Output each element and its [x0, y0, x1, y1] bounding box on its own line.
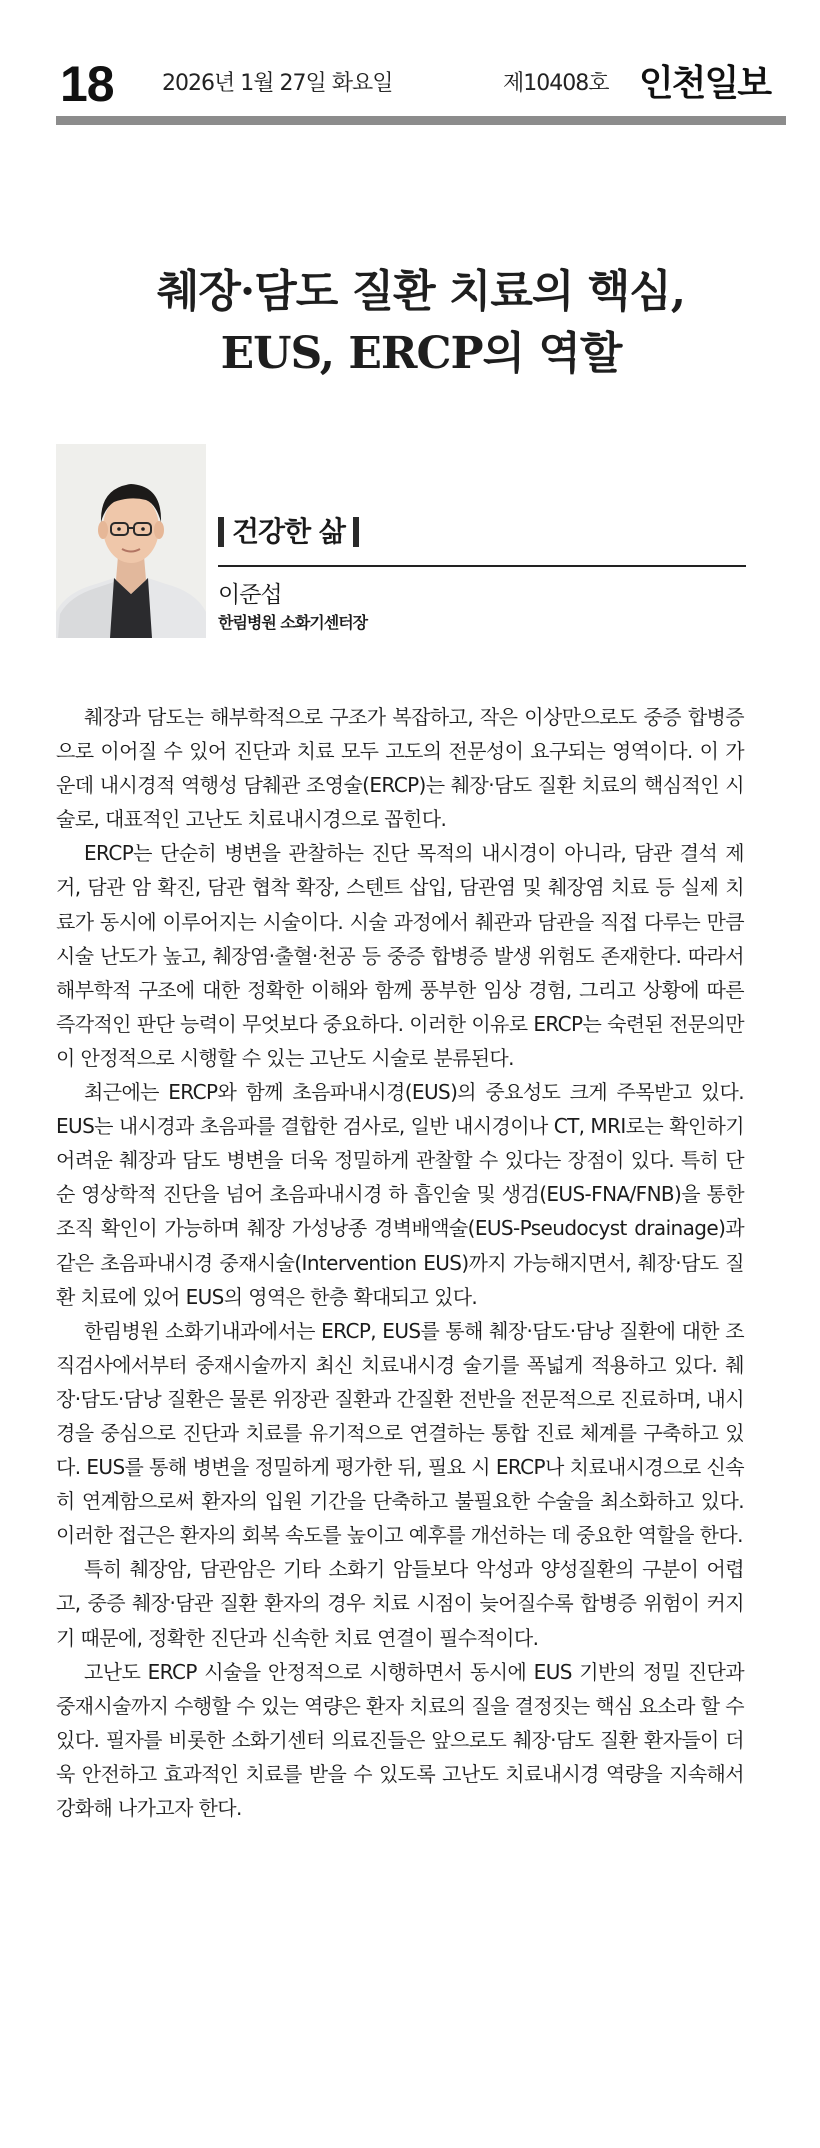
section-tag — [218, 512, 359, 552]
headline — [56, 261, 786, 385]
page-number: 18 — [60, 56, 114, 112]
author-name: 이준섭 — [218, 582, 282, 608]
article-paragraph: 췌장과 담도는 해부학적으로 구조가 복잡하고, 작은 이상만으로도 중증 합병증으로 이어질 수 있어 진단과 치료 모두 고도의 전문성이 요구되는 영역이다. 이 가운데 내시경적 역행성 담췌관 조영술(ERCP)는 췌장·담도 질환 치료의 핵심적인 시술로, 대표적인 고난도 치료내시경으로 꼽힌다. — [56, 705, 744, 832]
section-name: 건강한 삶 — [232, 515, 345, 548]
section-tag-left-bar — [218, 517, 224, 547]
article-paragraph: 한림병원 소화기내과에서는 ERCP, EUS를 통해 췌장·담도·담낭 질환에 대한 조직검사에서부터 중재시술까지 최신 치료내시경 술기를 폭넓게 적용하고 있다. 췌장·담도·담낭 질환은 물론 위장관 질환과 간질환 전반을 전문적으로 진료하며, 내시경을 중심으로 진단과 치료를 유기적으로 연결하는 통합 진료 체계를 구축하고 있다. EUS를 통해 병변을 정밀하게 평가한 뒤, 필요 시 ERCP나 치료내시경으로 신속히 연계함으로써 환자의 입원 기간을 단축하고 불필요한 수술을 최소화하고 있다. 이러한 접근은 환자의 회복 속도를 높이고 예후를 개선하는 데 중요한 역할을 한다. — [56, 1318, 744, 1548]
headline-line-1: 췌장·담도 질환 치료의 핵심, — [156, 266, 686, 318]
article-body — [56, 700, 744, 1825]
article-paragraph: 최근에는 ERCP와 함께 초음파내시경(EUS)의 중요성도 크게 주목받고 있다. EUS는 내시경과 초음파를 결합한 검사로, 일반 내시경이나 CT, MRI로는 확인하기 어려운 췌장과 담도 병변을 더욱 정밀하게 관찰할 수 있다는 장점이 있다. 특히 단순 영상학적 진단을 넘어 초음파내시경 하 흡인술 및 생검(EUS-FNA/FNB)을 통한 조직 확인이 가능하며 췌장 가성낭종 경벽배액술(EUS-Pseudocyst drainage)과 같은 초음파내시경 중재시술(Intervention EUS)까지 가능해지면서, 췌장·담도 질환 치료에 있어 EUS의 영역은 한층 확대되고 있다. — [56, 1080, 744, 1309]
author-portrait-illustration — [56, 444, 206, 638]
masthead-rule — [56, 116, 786, 125]
masthead — [50, 56, 780, 116]
article-paragraph: 고난도 ERCP 시술을 안정적으로 시행하면서 동시에 EUS 기반의 정밀 진단과 중재시술까지 수행할 수 있는 역량은 환자 치료의 질을 결정짓는 핵심 요소라 할 수 있다. 필자를 비롯한 소화기센터 의료진들은 앞으로도 췌장·담도 질환 환자들이 더욱 안전하고 효과적인 치료를 받을 수 있도록 고난도 치료내시경 역량을 지속해서 강화해 나가고자 한다. — [56, 1659, 744, 1820]
article-paragraph: ERCP는 단순히 병변을 관찰하는 진단 목적의 내시경이 아니라, 담관 결석 제거, 담관 암 확진, 담관 협착 확장, 스텐트 삽입, 담관염 및 췌장염 치료 등 실제 치료가 동시에 이루어지는 시술이다. 시술 과정에서 췌관과 담관을 직접 다루는 만큼 시술 난도가 높고, 췌장염·출혈·천공 등 중증 합병증 발생 위험도 존재한다. 따라서 해부학적 구조에 대한 정확한 이해와 함께 풍부한 임상 경험, 그리고 상황에 따른 즉각적인 판단 능력이 무엇보다 중요하다. 이러한 이유로 ERCP는 숙련된 전문의만이 안정적으로 시행할 수 있는 고난도 시술로 분류된다. — [56, 841, 744, 1070]
author-photo — [56, 444, 206, 638]
section-tag-right-bar — [353, 517, 359, 547]
author-title: 한림병원 소화기센터장 — [218, 613, 368, 632]
issue-date: 2026년 1월 27일 화요일 — [162, 71, 393, 96]
byline-rule — [218, 565, 746, 567]
headline-line-2: EUS, ERCP의 역할 — [220, 328, 622, 380]
newspaper-logo: 인천일보 — [638, 63, 770, 104]
article-paragraph: 특히 췌장암, 담관암은 기타 소화기 암들보다 악성과 양성질환의 구분이 어렵고, 중증 췌장·담관 질환 환자의 경우 치료 시점이 늦어질수록 합병증 위험이 커지기 때문에, 정확한 진단과 신속한 치료 연결이 필수적이다. — [56, 1557, 744, 1650]
issue-number: 제10408호 — [503, 71, 609, 96]
